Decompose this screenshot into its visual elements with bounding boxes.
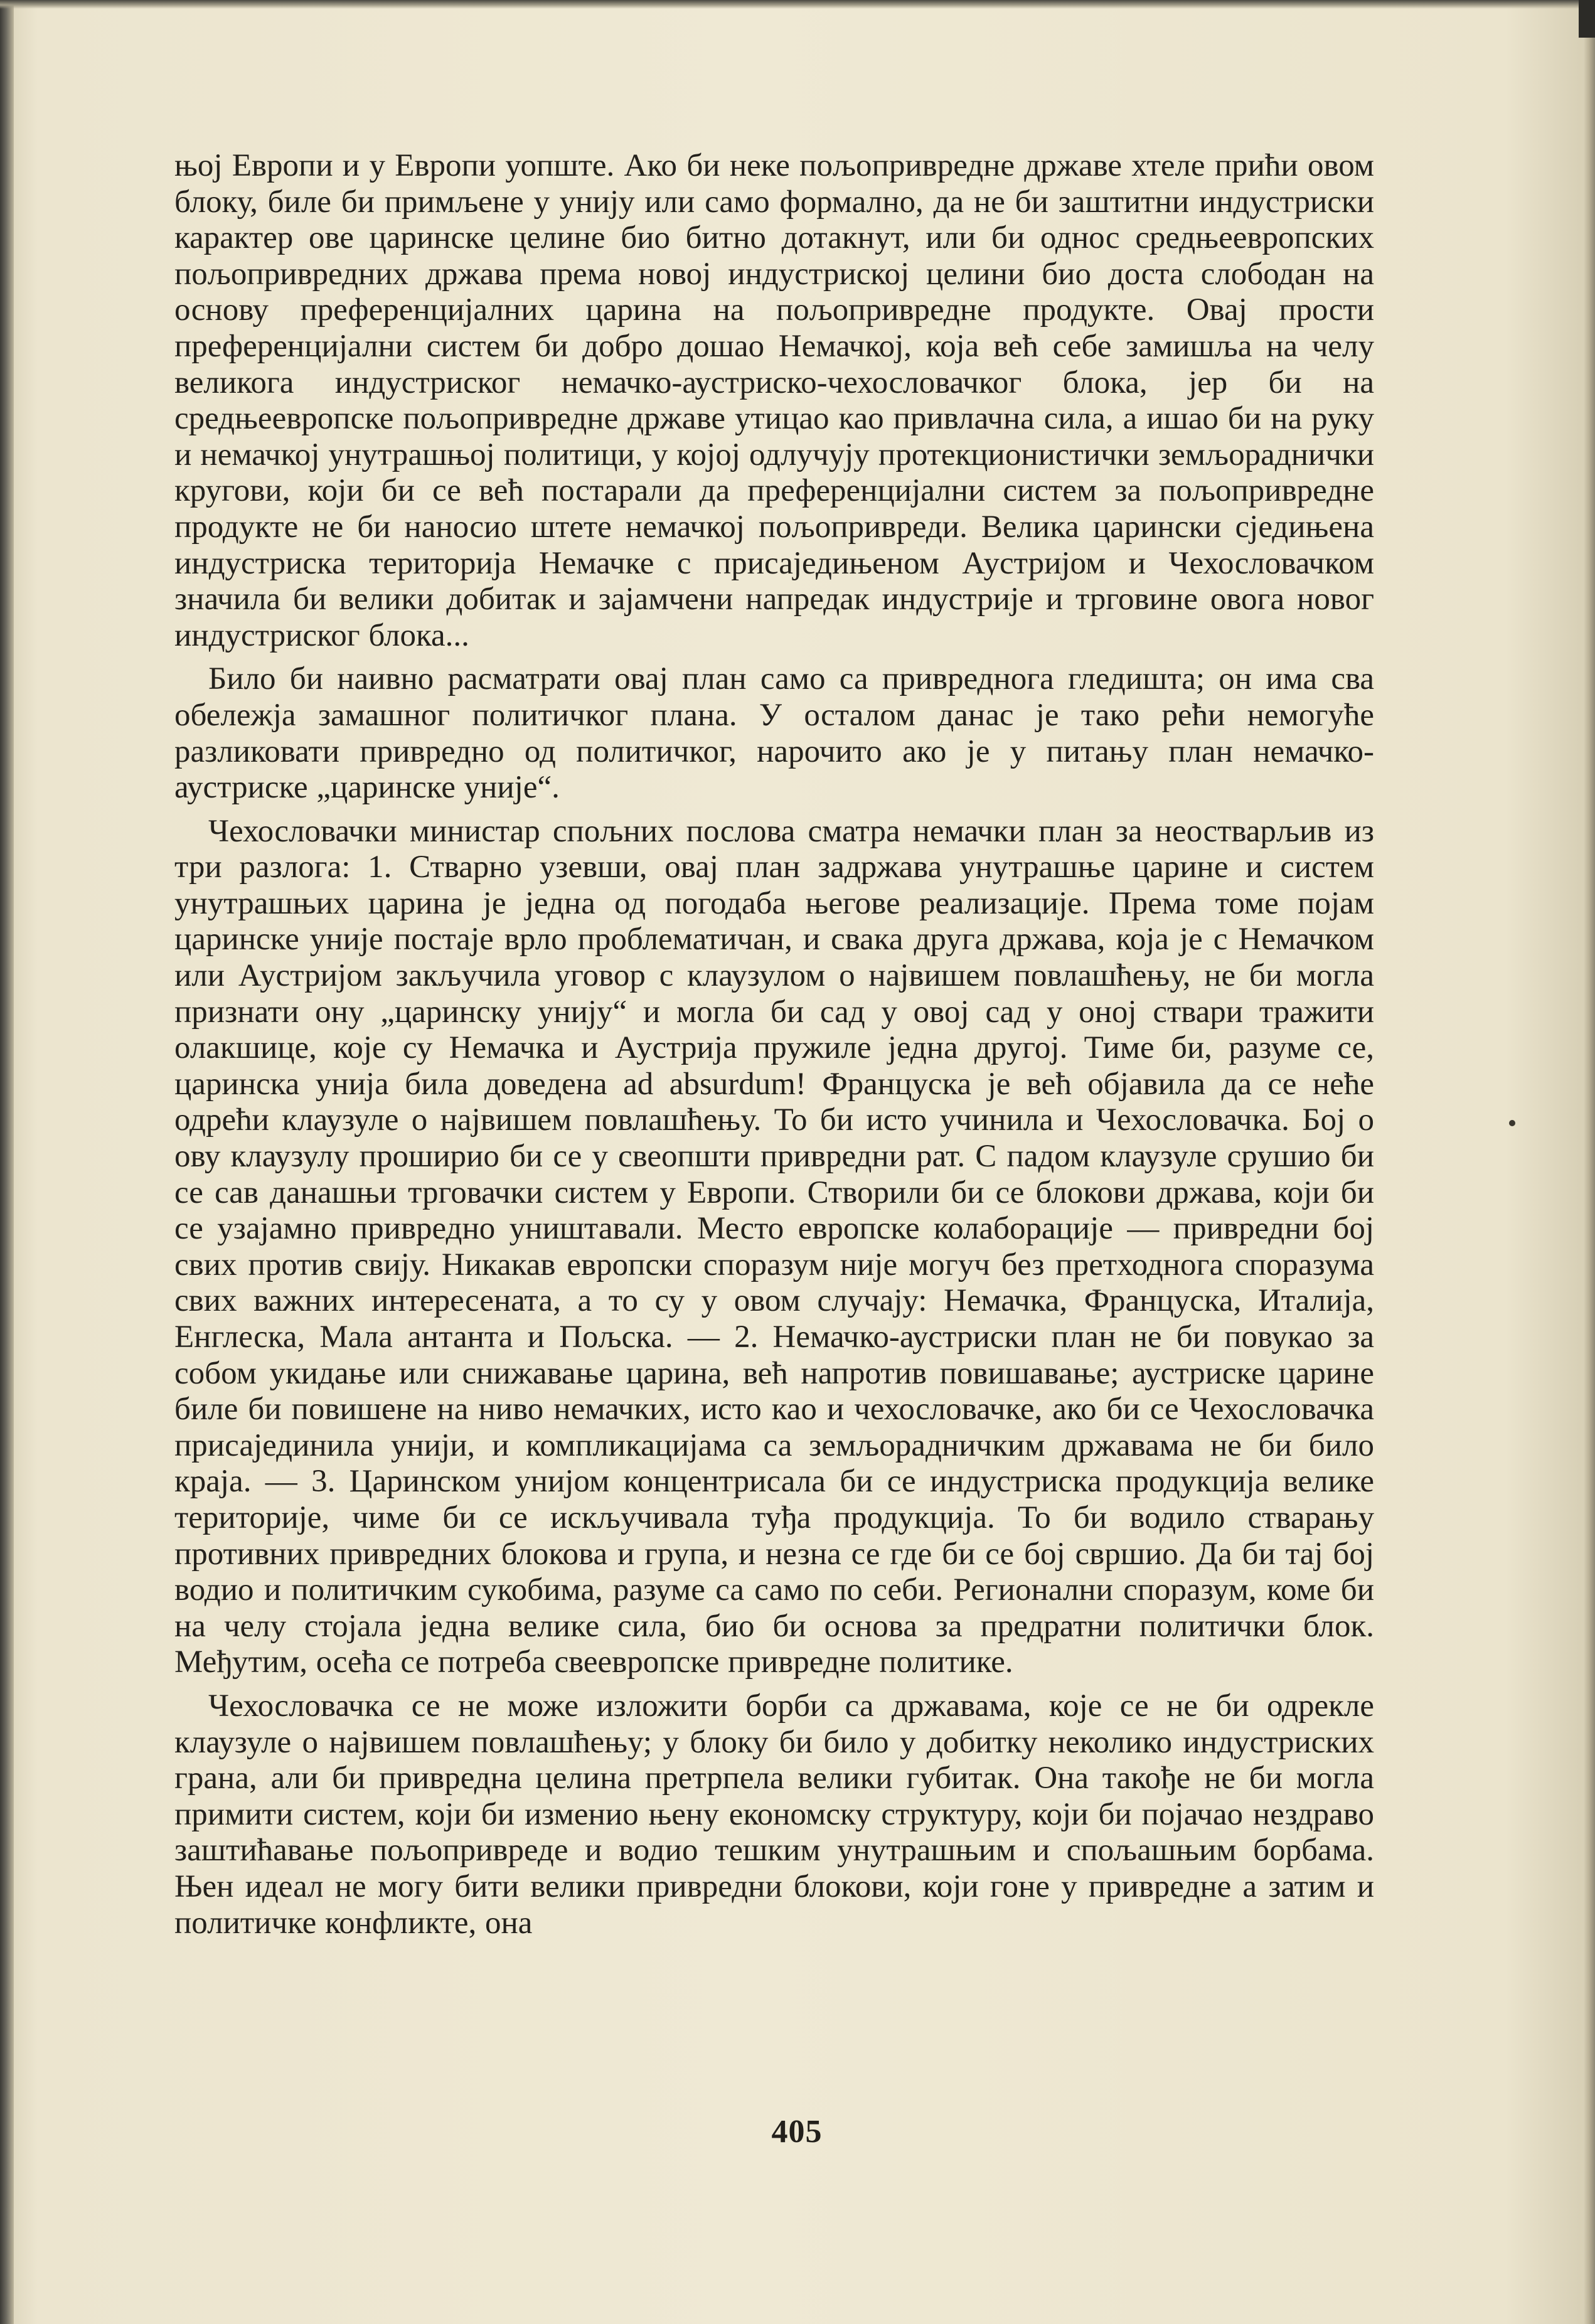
- margin-dot: [1509, 1120, 1515, 1126]
- page-number: 405: [771, 2114, 823, 2150]
- top-edge-shadow: [0, 0, 1595, 9]
- paragraph-2: Било би наивно расматрати овај план само са привреднога гледишта; он има сва обележја замашног политичког плана. У осталом данас је тако рећи немогуће разликовати привредно од политичког, нарочито ако је у питању план немачко-аустриске „царинске уније“.: [174, 661, 1374, 806]
- body-text: [174, 148, 1374, 1941]
- paragraph-3: Чехословачки министар спољних послова сматра немачки план за неостварљив из три разлога: 1. Стварно узевши, овај план задржава унутрашње царине и систем унутрашњих царина је једна од погодаба његове реализације. Према томе појам царинске уније постаје врло проблематичан, и свака друга држава, која је с Немачком или Аустријом закључила уговор с клаузулом о највишем повлашћењу, не би могла признати ону „царинску унију“ и могла би сад у овој сад у оној ствари тражити олакшице, које су Немачка и Аустрија пружиле једна другој. Тиме би, разуме се, царинска унија била доведена ad absurdum! Француска је већ објавила да се неће одрећи клаузуле о највишем повлашћењу. То би исто учинила и Чехословачка. Бој о ову клаузулу проширио би се у свеопшти привредни рат. С падом клаузуле срушио би се сав данашњи трговачки систем у Европи. Створили би се блокови држава, који би се узајамно привредно уништавали. Место европске колаборације — привредни бој свих против свију. Никакав европски споразум није могуч без претходнога споразума свих важних интересената, а то су у овом случају: Немачка, Француска, Италија, Енглеска, Мала антанта и Пољска. — 2. Немачко-аустриски план не би повукао за собом укидање или снижавање царина, већ напротив повишавање; аустриске царине биле би повишене на ниво немачких, исто као и чехословачке, ако би се Чехословачка присајединила унији, и компликацијама са земљорадничким државама не би било краја. — 3. Царинском унијом концентрисала би се индустриска продукција велике територије, чиме би се искључивала туђа продукција. То би водило стварању противних привредних блокова и група, и незна се где би се бој свршио. Да би тај бој водио и политичким сукобима, разуме са само по себи. Регионални споразум, коме би на челу стојала једна велике сила, био би основа за предратни политички блок. Међутим, осећа се потреба свеевропске привредне политике.: [174, 813, 1374, 1680]
- right-edge-shadow: [1584, 0, 1595, 2324]
- paragraph-1: њој Европи и у Европи уопште. Ако би неке пољопривредне државе хтеле прићи овом блоку, биле би примљене у унију или само формално, да не би заштитни индустриски карактер ове царинске целине био битно дотакнут, или би однос средњеевропских пољопривредних држава према новој индустриској целини био доста слободан на основу преференцијалних царина на пољопривредне продукте. Овај прости преференцијални систем би добро дошао Немачкој, која већ себе замишља на челу великога индустриског немачко-аустриско-чехословачког блока, јер би на средњеевропске пољопривредне државе утицао као привлачна сила, а ишао би на руку и немачкој унутрашњој политици, у којој одлучују протекционистички земљораднички кругови, који би се већ постарали да преференцијални систем за пољопривредне продукте не би наносио штете немачкој пољопривреди. Велика царински сједињена индустриска територија Немачке с присаједињеном Аустријом и Чехословачком значила би велики добитак и зајамчени напредак индустрије и трговине овога новог индустриског блока...: [174, 148, 1374, 653]
- paragraph-4: Чехословачка се не може изложити борби са државама, које се не би одрекле клаузуле о највишем повлашћењу; у блоку би било у добитку неколико индустриских грана, али би привредна целина претрпела велики губитак. Она такође не би могла примити систем, који би изменио њену економску структуру, који би појачао нездраво заштићавање пољопривреде и водио тешким унутрашњим и спољашњим борбама. Њен идеал не могу бити велики привредни блокови, који гоне у привредне а затим и политичке конфликте, она: [174, 1688, 1374, 1941]
- corner-tab: [1579, 0, 1595, 38]
- book-spine-shadow: [0, 0, 14, 2324]
